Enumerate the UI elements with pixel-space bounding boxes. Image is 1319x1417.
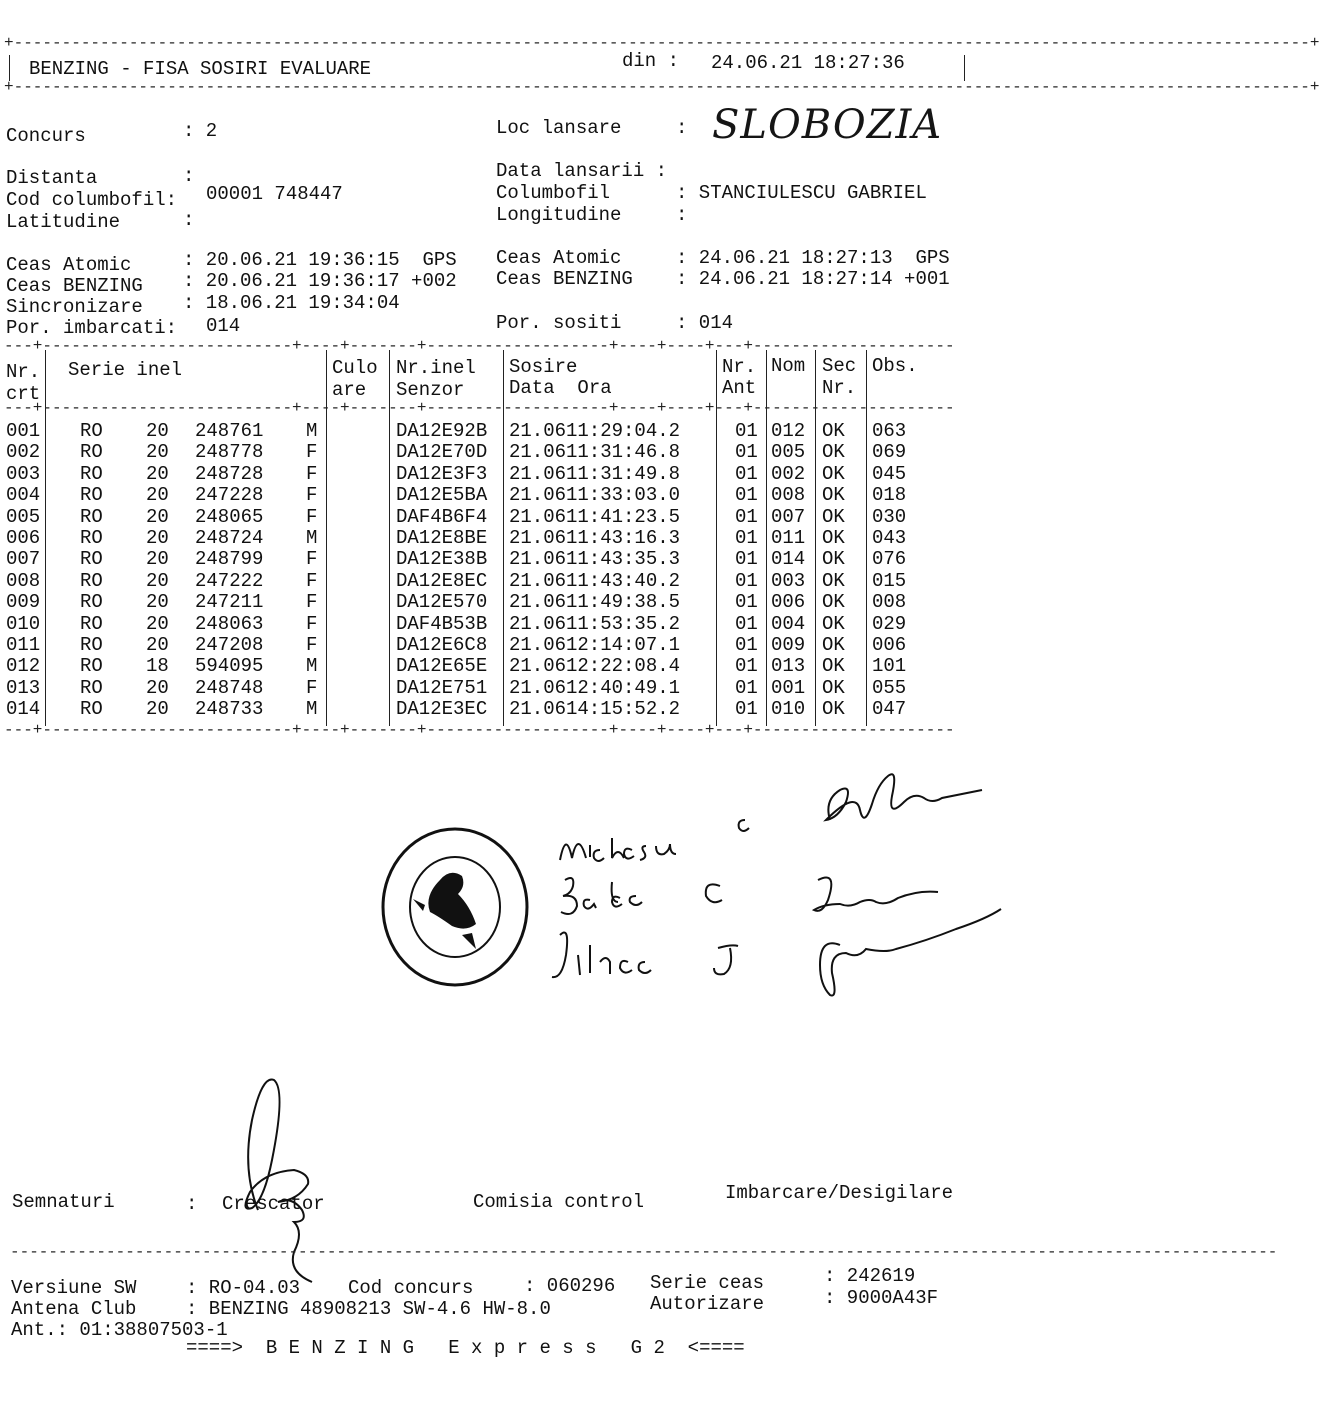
cell-an: 20 [146, 527, 169, 549]
cell-an: 20 [146, 591, 169, 614]
semnaturi-colon: : [186, 1193, 198, 1215]
cell-sex: F [306, 569, 318, 592]
cell-senzor: DA12E570 [396, 591, 488, 614]
cell-data: 21.06 [509, 441, 567, 464]
crescator-label: Crescator [222, 1193, 325, 1215]
col-divider-7 [815, 350, 816, 726]
cell-inel: 248065 [195, 505, 264, 528]
cell-nom: 004 [771, 612, 806, 635]
col-divider-8 [866, 350, 867, 726]
cell-nom: 001 [771, 676, 806, 699]
cell-nom: 007 [771, 505, 806, 528]
cell-ora: 12:22:08.4 [566, 655, 681, 678]
loc-lansare-colon: : [676, 117, 688, 139]
header-senzor: Senzor [396, 379, 465, 401]
header-nr-ant: Nr. [722, 356, 757, 378]
header-ant: Ant [722, 377, 757, 399]
cell-data: 21.06 [509, 655, 567, 678]
cell-ant: 01 [735, 612, 758, 635]
cell-an: 20 [146, 548, 169, 571]
cell-inel: 248761 [195, 420, 264, 442]
ceas-atomic-value-right: : 24.06.21 18:27:13 GPS [676, 247, 950, 269]
longitudine-value: : [676, 204, 688, 226]
table-header-rule: ---+--------------------------+----+-------+-------------------+----+----+---+--------------------- [4, 399, 955, 417]
ceas-benzing-label-left: Ceas BENZING [6, 275, 143, 297]
cell-an: 20 [146, 484, 169, 507]
cell-obs: 043 [872, 527, 907, 549]
cell-inel: 248799 [195, 548, 264, 571]
cell-ant: 01 [735, 441, 758, 464]
data-lansarii-label: Data lansarii : [496, 160, 668, 182]
cell-inel: 247208 [195, 634, 264, 656]
cell-sec: OK [822, 569, 845, 592]
cell-nr: 004 [6, 484, 41, 507]
cell-ora: 11:53:35.2 [566, 612, 681, 635]
cell-ant: 01 [735, 698, 758, 721]
cell-ora: 11:31:46.8 [566, 441, 681, 464]
cell-ant: 01 [735, 634, 758, 656]
table-top-rule: ---+--------------------------+----+-------+-------------------+----+----+---+--------------------- [4, 337, 955, 355]
cell-ora: 11:29:04.2 [566, 420, 681, 442]
comisia-control-label: Comisia control [473, 1191, 645, 1213]
table-bottom-rule: ---+--------------------------+----+-------+-------------------+----+----+---+--------------------- [4, 721, 955, 739]
cell-tara: RO [80, 462, 103, 485]
cell-inel: 247228 [195, 484, 264, 507]
cell-sec: OK [822, 527, 845, 549]
cell-senzor: DA12E65E [396, 655, 488, 678]
cell-nom: 012 [771, 420, 806, 442]
versiune-sw-value: : RO-04.03 [186, 1277, 301, 1299]
cell-senzor: DA12E3F3 [396, 462, 488, 485]
cell-ant: 01 [735, 655, 758, 678]
cell-senzor: DA12E38B [396, 548, 488, 571]
cell-sex: M [306, 698, 318, 721]
cell-nr: 001 [6, 420, 41, 442]
cell-obs: 008 [872, 591, 907, 614]
imbarcare-desigilare-label: Imbarcare/Desigilare [725, 1182, 954, 1204]
cell-inel: 248724 [195, 527, 264, 549]
cell-sex: M [306, 655, 318, 678]
por-sositi-value: : 014 [676, 312, 734, 334]
antena-club-label: Antena Club [11, 1298, 137, 1320]
cell-data: 21.06 [509, 420, 567, 442]
cell-sex: F [306, 612, 318, 635]
cell-data: 21.06 [509, 634, 567, 656]
cell-obs: 063 [872, 420, 907, 442]
cod-concurs-label: Cod concurs [348, 1277, 474, 1299]
col-divider-3 [389, 350, 390, 726]
cell-sec: OK [822, 484, 845, 507]
col-divider-6 [766, 350, 767, 726]
cell-ant: 01 [735, 676, 758, 699]
cell-obs: 076 [872, 548, 907, 571]
serie-ceas-label: Serie ceas [650, 1272, 765, 1294]
cell-tara: RO [80, 527, 103, 549]
cell-senzor: DA12E70D [396, 441, 488, 464]
ceas-atomic-label-right: Ceas Atomic [496, 247, 622, 269]
cod-concurs-value: : 060296 [524, 1275, 616, 1297]
semnaturi-label: Semnaturi [12, 1191, 115, 1213]
cell-nr: 008 [6, 569, 41, 592]
concurs-value: : 2 [183, 120, 218, 142]
cell-tara: RO [80, 505, 103, 528]
col-divider-5 [716, 350, 717, 726]
cell-inel: 248748 [195, 676, 264, 699]
cell-sex: F [306, 634, 318, 656]
cell-nom: 013 [771, 655, 806, 678]
cell-an: 20 [146, 420, 169, 442]
cell-sex: F [306, 505, 318, 528]
cell-obs: 030 [872, 505, 907, 528]
cell-obs: 047 [872, 698, 907, 721]
cell-tara: RO [80, 569, 103, 592]
cell-inel: 248728 [195, 462, 264, 485]
sincronizare-label: Sincronizare [6, 296, 143, 318]
ceas-benzing-label-right: Ceas BENZING [496, 268, 633, 290]
por-sositi-label: Por. sositi [496, 312, 622, 334]
header-nr-inel: Nr.inel [396, 357, 476, 379]
col-divider-2 [326, 350, 327, 726]
cod-columbofil-label: Cod columbofil: [6, 189, 178, 211]
loc-lansare-handwritten: SLOBOZIA [712, 102, 943, 148]
cell-an: 20 [146, 612, 169, 635]
longitudine-label: Longitudine [496, 204, 622, 226]
cell-nr: 010 [6, 612, 41, 635]
cell-nom: 005 [771, 441, 806, 464]
cell-an: 20 [146, 462, 169, 485]
cell-sec: OK [822, 634, 845, 656]
cell-sex: F [306, 462, 318, 485]
concurs-label: Concurs [6, 125, 86, 147]
cell-sex: F [306, 484, 318, 507]
cell-nr: 007 [6, 548, 41, 571]
cell-tara: RO [80, 655, 103, 678]
cell-sex: F [306, 676, 318, 699]
cell-inel: 594095 [195, 655, 264, 678]
por-imbarcati-label: Por. imbarcati: [6, 317, 178, 339]
cell-tara: RO [80, 634, 103, 656]
cell-ant: 01 [735, 591, 758, 614]
cell-ora: 11:49:38.5 [566, 591, 681, 614]
cell-tara: RO [80, 676, 103, 699]
cell-nr: 013 [6, 676, 41, 699]
header-obs: Obs. [872, 355, 918, 377]
latitudine-value: : [183, 209, 195, 231]
header-culo: Culo [332, 357, 378, 379]
cell-an: 20 [146, 698, 169, 721]
cell-inel: 248063 [195, 612, 264, 635]
cell-nom: 003 [771, 569, 806, 592]
cell-tara: RO [80, 698, 103, 721]
antena-club-value: : BENZING 48908213 SW-4.6 HW-8.0 [186, 1298, 551, 1320]
header-sosire: Sosire [509, 356, 578, 378]
cell-sec: OK [822, 612, 845, 635]
header-sec-nr: Nr. [822, 377, 857, 399]
cell-tara: RO [80, 441, 103, 464]
cell-senzor: DA12E92B [396, 420, 488, 442]
latitudine-label: Latitudine [6, 211, 121, 233]
cell-inel: 248778 [195, 441, 264, 464]
serie-ceas-value: : 242619 [824, 1265, 916, 1287]
cell-ant: 01 [735, 484, 758, 507]
autorizare-label: Autorizare [650, 1293, 765, 1315]
cod-columbofil-value: 00001 748447 [206, 183, 343, 205]
cell-nom: 010 [771, 698, 806, 721]
cell-nr: 003 [6, 462, 41, 485]
cell-obs: 101 [872, 655, 907, 678]
din-value: 24.06.21 18:27:36 [711, 52, 905, 74]
ceas-atomic-value-left: : 20.06.21 19:36:15 GPS [183, 249, 457, 271]
cell-ant: 01 [735, 548, 758, 571]
cell-obs: 006 [872, 634, 907, 656]
autorizare-value: : 9000A43F [824, 1287, 939, 1309]
distanta-value: : [183, 165, 195, 187]
cell-ant: 01 [735, 462, 758, 485]
cell-senzor: DA12E8BE [396, 527, 488, 549]
cell-nom: 009 [771, 634, 806, 656]
cell-nr: 012 [6, 655, 41, 678]
cell-ora: 11:41:23.5 [566, 505, 681, 528]
cell-senzor: DA12E5BA [396, 484, 488, 507]
cell-sec: OK [822, 698, 845, 721]
cell-senzor: DA12E3EC [396, 698, 488, 721]
cell-sex: M [306, 420, 318, 442]
sincronizare-value: : 18.06.21 19:34:04 [183, 292, 400, 314]
header-serie-inel: Serie inel [68, 359, 183, 381]
loc-lansare-label: Loc lansare [496, 117, 622, 139]
cell-an: 20 [146, 569, 169, 592]
cell-senzor: DA12E8EC [396, 569, 488, 592]
cell-nom: 014 [771, 548, 806, 571]
cell-nr: 006 [6, 527, 41, 549]
cell-ora: 12:14:07.1 [566, 634, 681, 656]
por-imbarcati-value: 014 [206, 315, 241, 337]
ant-line: Ant.: 01:38807503-1 [11, 1319, 228, 1341]
header-data-ora: Data Ora [509, 377, 612, 399]
cell-obs: 018 [872, 484, 907, 507]
cell-an: 20 [146, 676, 169, 699]
benzing-express-line: ====> B E N Z I N G E x p r e s s G 2 <==== [186, 1337, 745, 1359]
cell-obs: 015 [872, 569, 907, 592]
cell-ora: 14:15:52.2 [566, 698, 681, 721]
cell-sex: F [306, 548, 318, 571]
cell-senzor: DAF4B53B [396, 612, 488, 635]
ceas-atomic-label-left: Ceas Atomic [6, 254, 132, 276]
columbofil-value: : STANCIULESCU GABRIEL [676, 182, 927, 204]
cell-sec: OK [822, 462, 845, 485]
cell-nom: 008 [771, 484, 806, 507]
cell-nom: 002 [771, 462, 806, 485]
cell-sec: OK [822, 591, 845, 614]
cell-sec: OK [822, 420, 845, 442]
cell-ant: 01 [735, 420, 758, 442]
cell-ora: 11:43:40.2 [566, 569, 681, 592]
cell-tara: RO [80, 612, 103, 635]
cell-data: 21.06 [509, 698, 567, 721]
footer-rule: ------------------------------------------------------------------------------------------------------------------------------------ [10, 1243, 1278, 1261]
cell-sex: F [306, 441, 318, 464]
cell-senzor: DA12E751 [396, 676, 488, 699]
cell-an: 18 [146, 655, 169, 678]
columbofil-label: Columbofil [496, 182, 611, 204]
cell-senzor: DA12E6C8 [396, 634, 488, 656]
cell-obs: 045 [872, 462, 907, 485]
header-bottom-rule: +---------------------------------------------------------------------------------------------------------------------------------------+ [4, 78, 1319, 96]
col-divider-4 [503, 350, 504, 726]
cell-data: 21.06 [509, 591, 567, 614]
cell-sec: OK [822, 655, 845, 678]
cell-nr: 011 [6, 634, 41, 656]
cell-tara: RO [80, 548, 103, 571]
cell-sec: OK [822, 548, 845, 571]
ceas-benzing-value-right: : 24.06.21 18:27:14 +001 [676, 268, 950, 290]
cell-ora: 11:43:35.3 [566, 548, 681, 571]
cell-obs: 029 [872, 612, 907, 635]
ceas-benzing-value-left: : 20.06.21 19:36:17 +002 [183, 270, 457, 292]
cell-ant: 01 [735, 505, 758, 528]
header-nom: Nom [771, 355, 806, 377]
header-nr: Nr. [6, 361, 41, 383]
cell-ant: 01 [735, 527, 758, 549]
cell-nr: 014 [6, 698, 41, 721]
cell-obs: 069 [872, 441, 907, 464]
cell-sex: F [306, 591, 318, 614]
cell-nr: 009 [6, 591, 41, 614]
din-label: din : [622, 50, 680, 72]
cell-senzor: DAF4B6F4 [396, 505, 488, 528]
cell-nom: 011 [771, 527, 806, 549]
cell-data: 21.06 [509, 484, 567, 507]
cell-data: 21.06 [509, 676, 567, 699]
cell-obs: 055 [872, 676, 907, 699]
cell-tara: RO [80, 420, 103, 442]
cell-tara: RO [80, 484, 103, 507]
cell-data: 21.06 [509, 548, 567, 571]
cell-ora: 12:40:49.1 [566, 676, 681, 699]
cell-ora: 11:43:16.3 [566, 527, 681, 549]
distanta-label: Distanta [6, 167, 98, 189]
cell-data: 21.06 [509, 569, 567, 592]
cell-tara: RO [80, 591, 103, 614]
cell-nr: 002 [6, 441, 41, 464]
header-are: are [332, 379, 367, 401]
cell-an: 20 [146, 505, 169, 528]
header-crt: crt [6, 383, 41, 405]
cell-data: 21.06 [509, 612, 567, 635]
cell-data: 21.06 [509, 527, 567, 549]
versiune-sw-label: Versiune SW [11, 1277, 137, 1299]
header-sec: Sec [822, 355, 857, 377]
cell-sec: OK [822, 676, 845, 699]
cell-inel: 247211 [195, 591, 264, 614]
document-title: BENZING - FISA SOSIRI EVALUARE [29, 58, 372, 80]
cell-sec: OK [822, 505, 845, 528]
cell-inel: 247222 [195, 569, 264, 592]
cell-ora: 11:31:49.8 [566, 462, 681, 485]
cell-sex: M [306, 527, 318, 549]
header-top-rule: +---------------------------------------------------------------------------------------------------------------------------------------+ [4, 34, 1319, 52]
cell-ant: 01 [735, 569, 758, 592]
cell-nr: 005 [6, 505, 41, 528]
cell-inel: 248733 [195, 698, 264, 721]
cell-ora: 11:33:03.0 [566, 484, 681, 507]
col-divider-1 [45, 350, 46, 726]
cell-data: 21.06 [509, 505, 567, 528]
cell-an: 20 [146, 634, 169, 656]
cell-sec: OK [822, 441, 845, 464]
cell-data: 21.06 [509, 462, 567, 485]
cell-nom: 006 [771, 591, 806, 614]
cell-an: 20 [146, 441, 169, 464]
